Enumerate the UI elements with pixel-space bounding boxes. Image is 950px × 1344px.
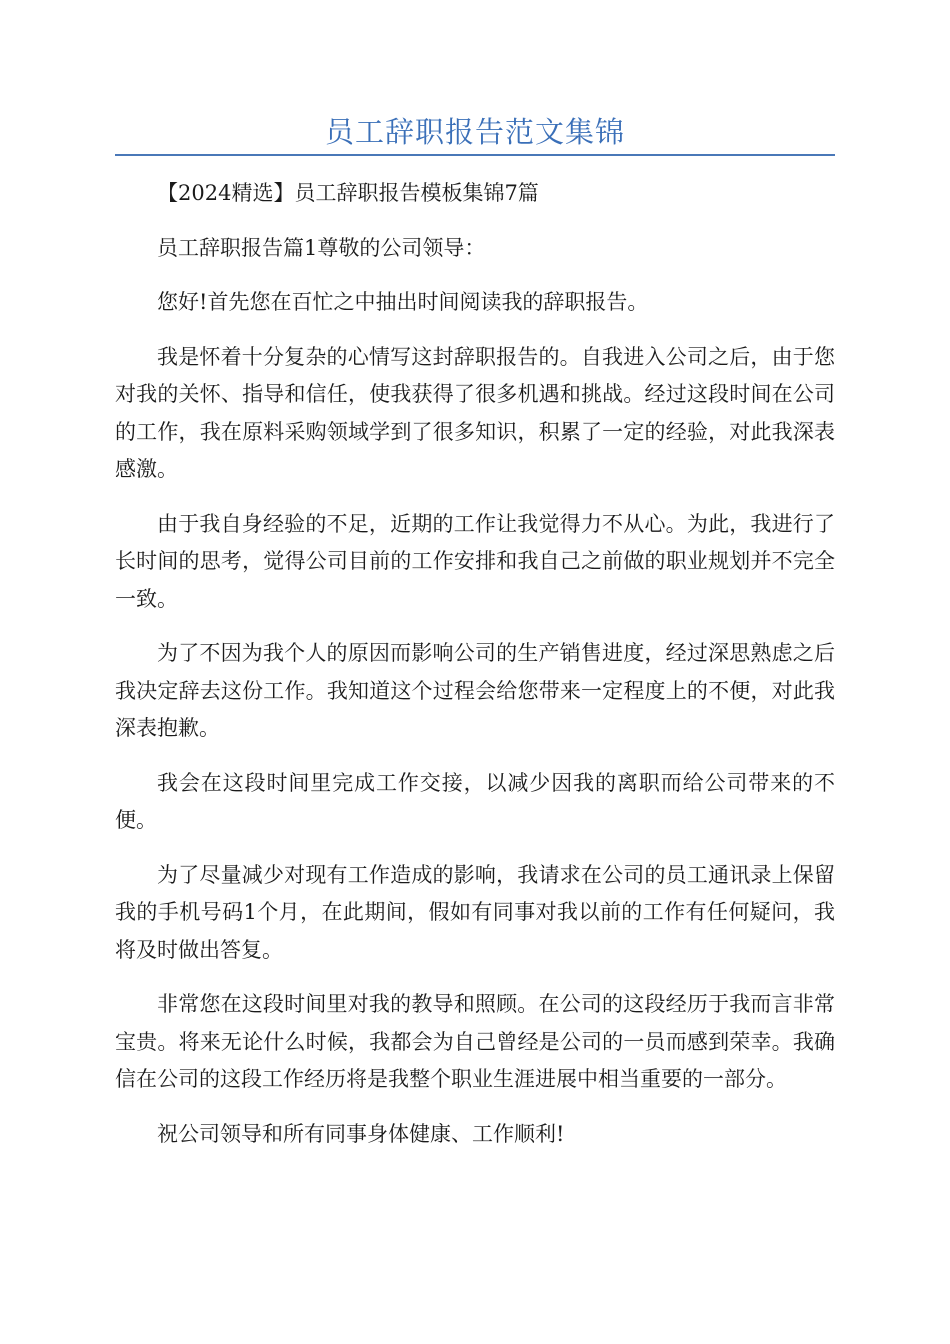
subtitle-paragraph: 【2024精选】员工辞职报告模板集锦7篇	[157, 181, 539, 205]
title-underline	[115, 154, 835, 156]
body-paragraph: 非常您在这段时间里对我的教导和照顾。在公司的这段经历于我而言非常宝贵。将来无论什么时候，我都会为自己曾经是公司的一员而感到荣幸。我确信在公司的这段工作经历将是我整个职业生涯进展中相当重要的一部分。	[115, 992, 835, 1091]
document-title: 员工辞职报告范文集锦	[324, 115, 625, 149]
body-paragraph: 我会在这段时间里完成工作交接，以减少因我的离职而给公司带来的不便。	[115, 770, 835, 832]
salutation-paragraph: 员工辞职报告篇1尊敬的公司领导：	[157, 235, 486, 260]
greeting-paragraph: 您好!首先您在百忙之中抽出时间阅读我的辞职报告。	[157, 290, 649, 314]
body-paragraph: 为了尽量减少对现有工作造成的影响，我请求在公司的员工通讯录上保留我的手机号码1个月，在此期间，假如有同事对我以前的工作有任何疑问，我将及时做出答复。	[115, 862, 835, 962]
closing-paragraph: 祝公司领导和所有同事身体健康、工作顺利!	[157, 1121, 565, 1146]
body-paragraph: 我是怀着十分复杂的心情写这封辞职报告的。自我进入公司之后，由于您对我的关怀、指导和信任，使我获得了很多机遇和挑战。经过这段时间在公司的工作，我在原料采购领域学到了很多知识，积累了一定的经验，对此我深表感激。	[115, 344, 835, 481]
body-paragraph: 由于我自身经验的不足，近期的工作让我觉得力不从心。为此，我进行了长时间的思考，觉得公司目前的工作安排和我自己之前做的职业规划并不完全一致。	[115, 511, 835, 611]
body-paragraph: 为了不因为我个人的原因而影响公司的生产销售进度，经过深思熟虑之后我决定辞去这份工作。我知道这个过程会给您带来一定程度上的不便，对此我深表抱歉。	[115, 641, 835, 740]
document-body	[115, 175, 835, 1170]
